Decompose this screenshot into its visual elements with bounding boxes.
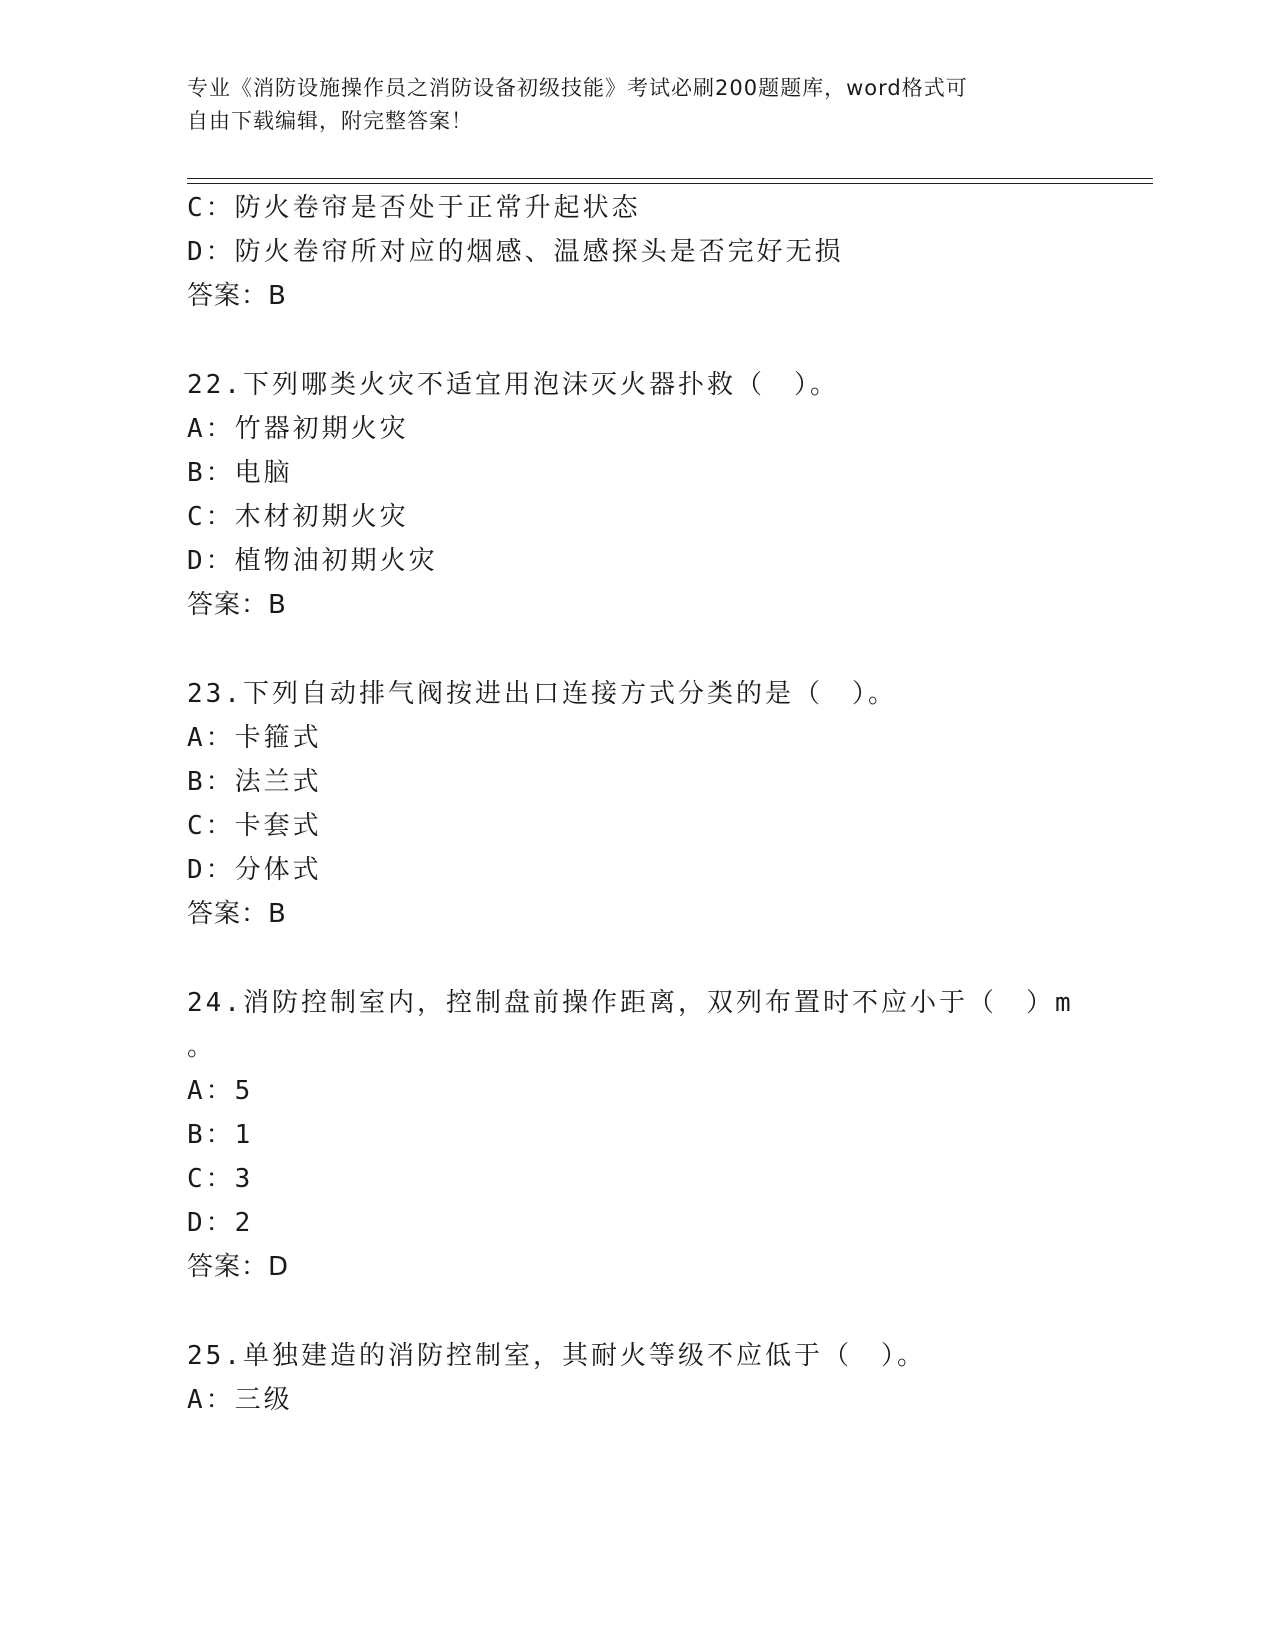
header-line-2: 自由下载编辑，附完整答案！ xyxy=(187,109,473,133)
q24-option-b: B：1 xyxy=(187,1120,254,1150)
q24-option-c: C：3 xyxy=(187,1164,254,1194)
q22-option-d: D：植物油初期火灾 xyxy=(187,546,438,576)
header-rule-bottom xyxy=(187,183,1153,184)
header-line-1: 专业《消防设施操作员之消防设备初级技能》考试必刷200题题库，word格式可 xyxy=(187,76,968,100)
q23-question: 23.下列自动排气阀按进出口连接方式分类的是（ ）。 xyxy=(187,679,897,709)
q23-option-d: D：分体式 xyxy=(187,855,322,885)
q21-answer: 答案：B xyxy=(187,281,287,311)
q24-question-line-1: 24.消防控制室内，控制盘前操作距离，双列布置时不应小于（ ）m xyxy=(187,988,1074,1018)
q23-option-a: A：卡箍式 xyxy=(187,723,322,753)
q24-question-line-2: 。 xyxy=(187,1032,217,1062)
q22-option-b: B：电脑 xyxy=(187,458,293,488)
header-rule-top xyxy=(187,178,1153,179)
q24-option-d: D：2 xyxy=(187,1208,254,1238)
q25-question: 25.单独建造的消防控制室，其耐火等级不应低于（ ）。 xyxy=(187,1341,926,1371)
q22-answer: 答案：B xyxy=(187,590,287,620)
q22-option-c: C：木材初期火灾 xyxy=(187,502,409,532)
q21-option-d: D：防火卷帘所对应的烟感、温感探头是否完好无损 xyxy=(187,237,844,267)
q23-option-c: C：卡套式 xyxy=(187,811,322,841)
document-header xyxy=(187,72,1067,138)
q24-option-a: A：5 xyxy=(187,1076,254,1106)
q24-answer: 答案：D xyxy=(187,1252,290,1282)
q22-question: 22.下列哪类火灾不适宜用泡沫灭火器扑救（ ）。 xyxy=(187,370,839,400)
q21-option-c: C：防火卷帘是否处于正常升起状态 xyxy=(187,193,641,223)
q25-option-a: A：三级 xyxy=(187,1385,293,1415)
q23-option-b: B：法兰式 xyxy=(187,767,322,797)
q22-option-a: A：竹器初期火灾 xyxy=(187,414,409,444)
q23-answer: 答案：B xyxy=(187,899,287,929)
